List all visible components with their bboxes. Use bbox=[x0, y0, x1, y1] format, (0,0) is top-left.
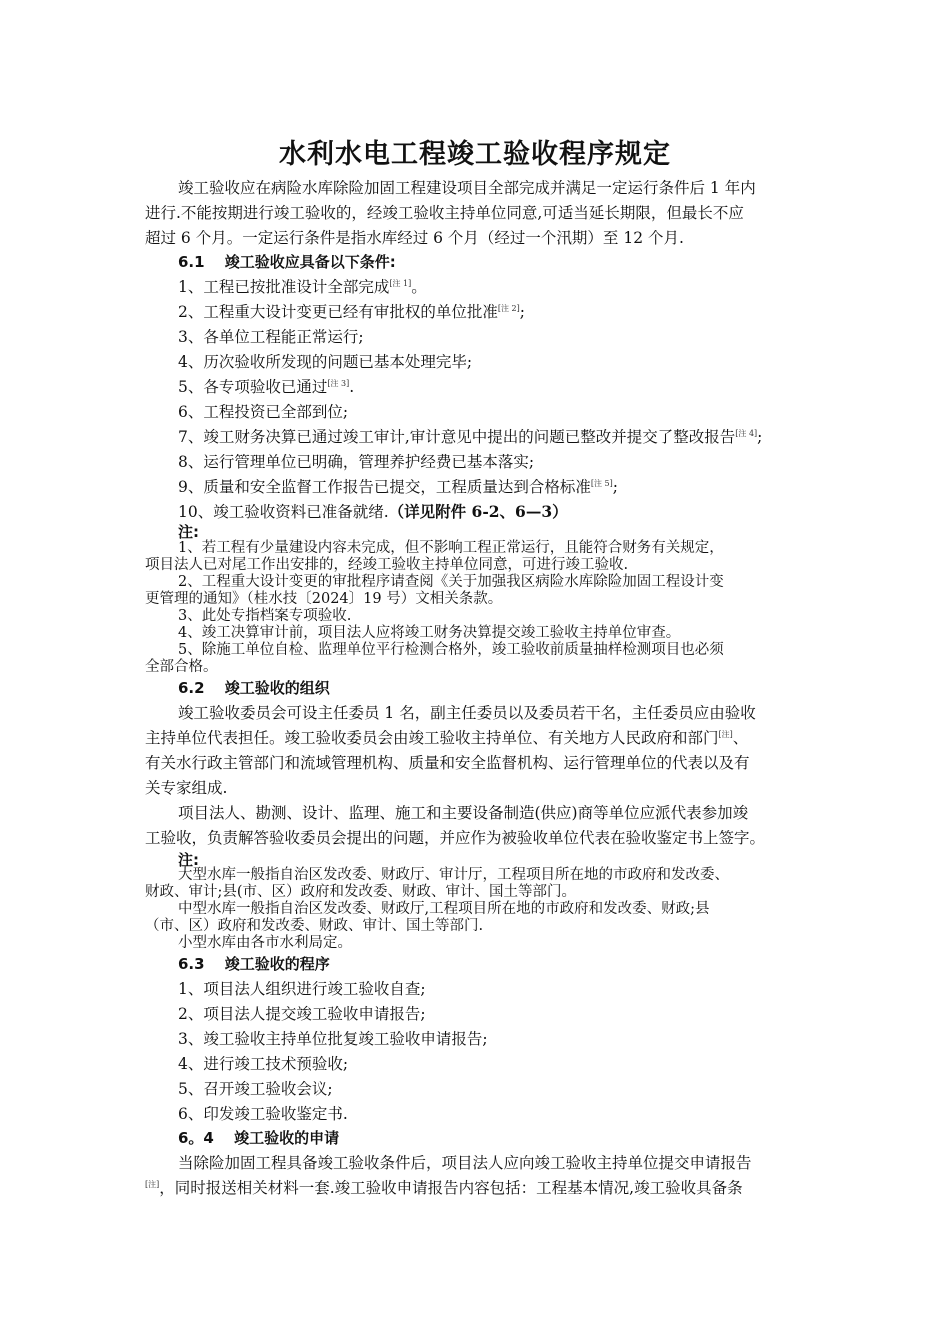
paragraph-line: 项目法人、勘测、设计、监理、施工和主要设备制造(供应)商等单位应派代表参加竣 bbox=[178, 804, 749, 822]
condition-item: 2、工程重大设计变更已经有审批权的单位批准[注 2]; bbox=[178, 303, 525, 321]
footnote-ref: [注] bbox=[145, 1180, 160, 1189]
procedure-item: 4、进行竣工技术预验收; bbox=[178, 1055, 349, 1073]
condition-item: 1、工程已按批准设计全部完成[注 1]。 bbox=[178, 278, 427, 296]
note-line: 全部合格。 bbox=[145, 659, 218, 675]
section-6-2-heading: 6.2 竣工验收的组织 bbox=[178, 679, 330, 697]
note-line: 小型水库由各市水利局定。 bbox=[178, 935, 352, 951]
footnote-ref: [注 3] bbox=[327, 379, 350, 388]
paragraph-line: 当除险加固工程具备竣工验收条件后，项目法人应向竣工验收主持单位提交申请报告 bbox=[178, 1154, 752, 1172]
procedure-item: 2、项目法人提交竣工验收申请报告; bbox=[178, 1005, 426, 1023]
paragraph-line: 主持单位代表担任。竣工验收委员会由竣工验收主持单位、有关地方人民政府和部门[注]、 bbox=[145, 729, 749, 747]
footnote-ref: [注 4] bbox=[735, 429, 758, 438]
condition-item: 4、历次验收所发现的问题已基本处理完毕; bbox=[178, 353, 473, 371]
note-line: 3、此处专指档案专项验收. bbox=[178, 608, 352, 624]
paragraph-line: [注]，同时报送相关材料一套.竣工验收申请报告内容包括：工程基本情况,竣工验收具备条 bbox=[145, 1179, 743, 1197]
footnote-ref: [注] bbox=[718, 730, 733, 739]
note-line: 大型水库一般指自治区发改委、财政厅、审计厅，工程项目所在地的市政府和发改委、 bbox=[178, 867, 729, 883]
paragraph-line: 关专家组成. bbox=[145, 779, 228, 797]
procedure-item: 3、竣工验收主持单位批复竣工验收申请报告; bbox=[178, 1030, 488, 1048]
note-line: 2、工程重大设计变更的审批程序请查阅《关于加强我区病险水库除险加固工程设计变 bbox=[178, 574, 724, 590]
condition-item: 8、运行管理单位已明确，管理养护经费已基本落实; bbox=[178, 453, 535, 471]
page-title: 水利水电工程竣工验收程序规定 bbox=[279, 139, 671, 170]
paragraph-line: 工验收，负责解答验收委员会提出的问题，并应作为被验收单位代表在验收鉴定书上签字。 bbox=[145, 829, 766, 847]
procedure-item: 6、印发竣工验收鉴定书. bbox=[178, 1105, 348, 1123]
section-6-1-heading: 6.1 竣工验收应具备以下条件: bbox=[178, 253, 396, 271]
footnote-ref: [注 1] bbox=[389, 279, 412, 288]
note-line: 财政、审计;县(市、区）政府和发改委、财政、审计、国土等部门。 bbox=[145, 884, 577, 900]
note-line: 5、除施工单位自检、监理单位平行检测合格外，竣工验收前质量抽样检测项目也必须 bbox=[178, 642, 724, 658]
condition-item: 3、各单位工程能正常运行; bbox=[178, 328, 364, 346]
condition-item: 6、工程投资已全部到位; bbox=[178, 403, 349, 421]
section-6-4-heading: 6。4 竣工验收的申请 bbox=[178, 1129, 340, 1147]
note-line: 项目法人已对尾工作出安排的，经竣工验收主持单位同意，可进行竣工验收. bbox=[145, 557, 629, 573]
procedure-item: 5、召开竣工验收会议; bbox=[178, 1080, 333, 1098]
footnote-ref: [注 5] bbox=[590, 479, 613, 488]
paragraph-line: 有关水行政主管部门和流域管理机构、质量和安全监督机构、运行管理单位的代表以及有 bbox=[145, 754, 750, 772]
procedure-item: 1、项目法人组织进行竣工验收自查; bbox=[178, 980, 426, 998]
paragraph-line: 竣工验收委员会可设主任委员 1 名，副主任委员以及委员若干名，主任委员应由验收 bbox=[178, 704, 756, 722]
condition-item: 9、质量和安全监督工作报告已提交，工程质量达到合格标准[注 5]; bbox=[178, 478, 618, 496]
intro-line-3: 超过 6 个月。一定运行条件是指水库经过 6 个月（经过一个汛期）至 12 个月. bbox=[145, 229, 684, 247]
section-6-3-heading: 6.3 竣工验收的程序 bbox=[178, 955, 330, 973]
attachment-ref: （详见附件 6-2、6—3） bbox=[388, 502, 568, 521]
note-line: （市、区）政府和发改委、财政、审计、国土等部门. bbox=[145, 918, 484, 934]
note-line: 中型水库一般指自治区发改委、财政厅,工程项目所在地的市政府和发改委、财政;县 bbox=[178, 901, 710, 917]
note-line: 4、竣工决算审计前，项目法人应将竣工财务决算提交竣工验收主持单位审查。 bbox=[178, 625, 681, 641]
condition-item: 7、竣工财务决算已通过竣工审计,审计意见中提出的问题已整改并提交了整改报告[注 4]; bbox=[178, 428, 763, 446]
condition-item: 10、竣工验收资料已准备就绪.（详见附件 6-2、6—3） bbox=[178, 502, 568, 521]
note-line: 1、若工程有少量建设内容未完成，但不影响工程正常运行，且能符合财务有关规定， bbox=[178, 540, 724, 556]
intro-line-2: 进行.不能按期进行竣工验收的，经竣工验收主持单位同意,可适当延长期限，但最长不应 bbox=[145, 204, 744, 222]
condition-item: 5、各专项验收已通过[注 3]. bbox=[178, 378, 355, 396]
note-label: 注: bbox=[178, 523, 199, 541]
footnote-ref: [注 2] bbox=[497, 304, 520, 313]
note-label: 注: bbox=[178, 851, 199, 869]
note-line: 更管理的通知》（桂水技〔2024〕19 号）文相关条款。 bbox=[145, 591, 503, 607]
intro-line-1: 竣工验收应在病险水库除险加固工程建设项目全部完成并满足一定运行条件后 1 年内 bbox=[178, 179, 756, 197]
